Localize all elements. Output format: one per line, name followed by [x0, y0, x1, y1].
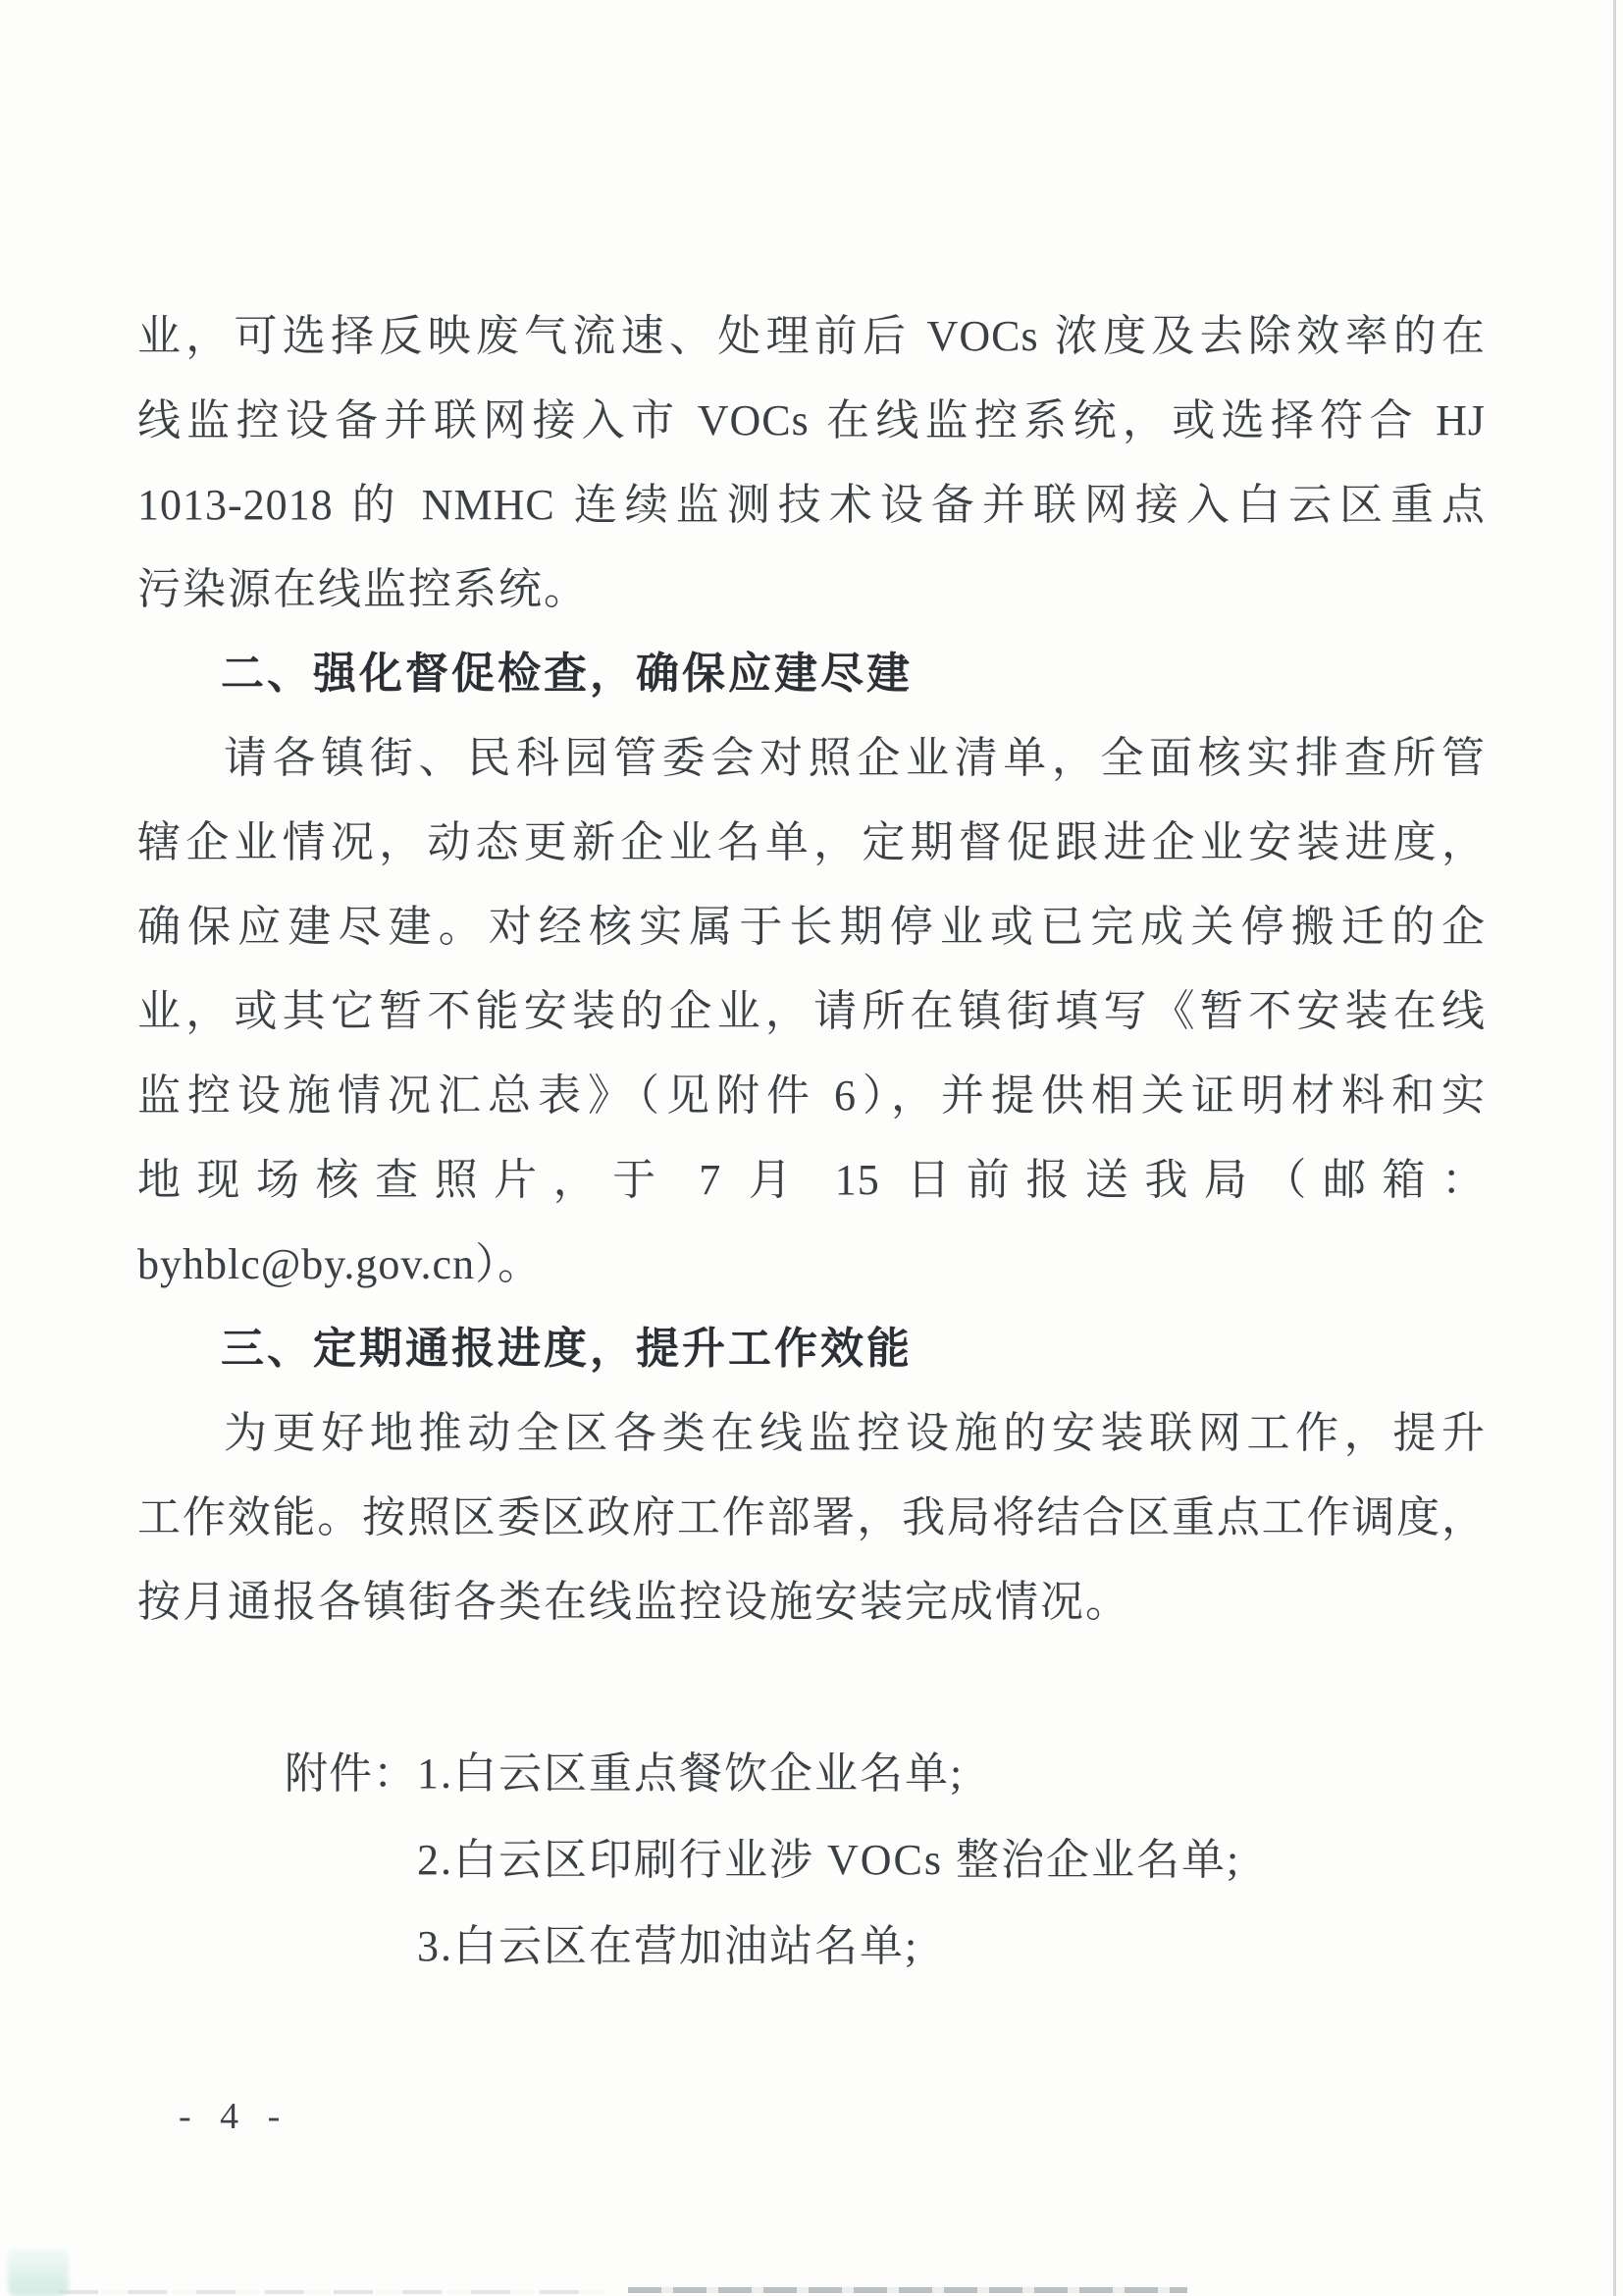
text-line: 地现场核查照片，于 7 月 15 日前报送我局（邮箱： — [137, 1156, 1486, 1204]
text-line: 按月通报各镇街各类在线监控设施安装完成情况。 — [137, 1578, 1130, 1626]
scan-artifact-corner-smudge — [8, 2249, 69, 2296]
text-line: 业，可选择反映废气流速、处理前后 VOCs 浓度及去除效率的在 — [137, 312, 1486, 360]
scan-edge-line — [1613, 0, 1616, 2296]
text-line: 1013-2018 的 NMHC 连续监测技术设备并联网接入白云区重点 — [137, 481, 1486, 529]
section-heading-2: 二、强化督促检查，确保应建尽建 — [221, 650, 913, 698]
attachment-item: 2.白云区印刷行业涉 VOCs 整治企业名单; — [417, 1836, 1241, 1884]
text-line: 业，或其它暂不能安装的企业，请所在镇街填写《暂不安装在线 — [137, 987, 1486, 1035]
scan-artifact-bottom-faint — [59, 2290, 608, 2294]
attachment-item: 1.白云区重点餐饮企业名单; — [417, 1749, 965, 1798]
attachments-label: 附件： — [285, 1749, 417, 1798]
text-line: 辖企业情况，动态更新企业名单，定期督促跟进企业安装进度， — [137, 818, 1486, 866]
email-line: byhblc@by.gov.cn）。 — [137, 1240, 543, 1288]
text-line: 线监控设备并联网接入市 VOCs 在线监控系统，或选择符合 HJ — [137, 396, 1486, 444]
section-heading-3: 三、定期通报进度，提升工作效能 — [221, 1325, 913, 1373]
document-body — [137, 294, 1486, 1644]
attachments-items — [417, 1731, 1240, 1990]
scan-artifact-bottom-dashes — [628, 2287, 1187, 2293]
text-line: 工作效能。按照区委区政府工作部署，我局将结合区重点工作调度， — [137, 1493, 1486, 1541]
attachments-section — [285, 1731, 1240, 1990]
attachment-item: 3.白云区在营加油站名单; — [417, 1922, 919, 1970]
text-line: 为更好地推动全区各类在线监控设施的安装联网工作，提升 — [224, 1409, 1486, 1457]
text-line: 监控设施情况汇总表》（见附件 6），并提供相关证明材料和实 — [137, 1071, 1486, 1120]
text-line: 请各镇街、民科园管委会对照企业清单，全面核实排查所管 — [224, 734, 1486, 782]
text-line: 污染源在线监控系统。 — [137, 565, 589, 613]
text-line: 确保应建尽建。对经核实属于长期停业或已完成关停搬迁的企 — [137, 903, 1486, 951]
page-number: - 4 - — [179, 2096, 290, 2137]
